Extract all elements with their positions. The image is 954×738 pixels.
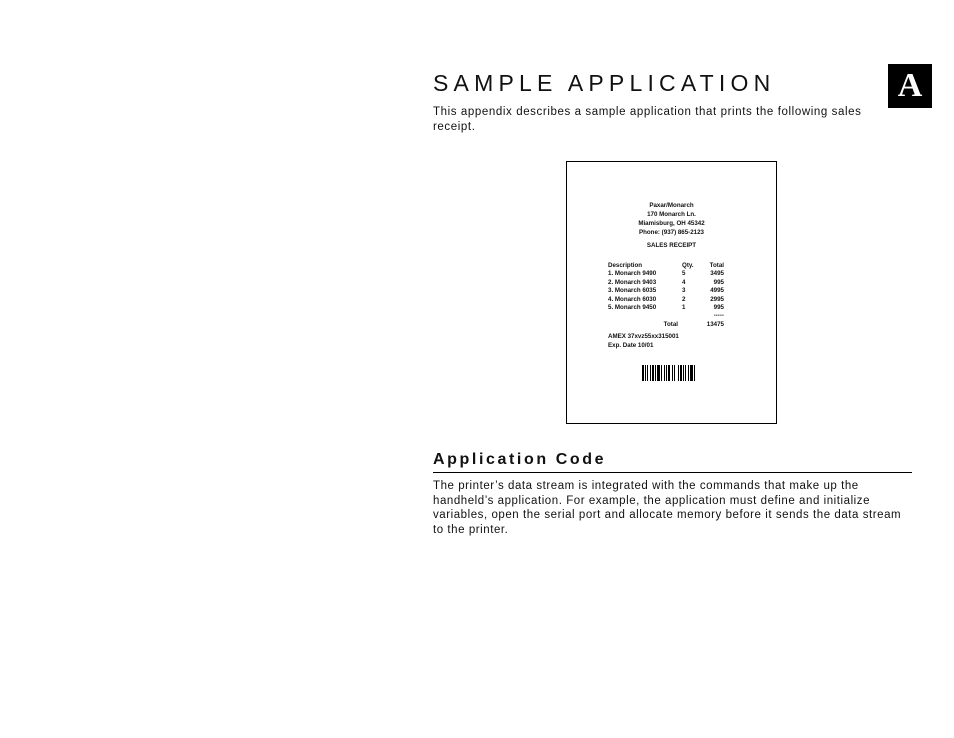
barcode-bar (695, 365, 697, 381)
sales-receipt-figure (566, 161, 777, 424)
item-qty: 4 (682, 278, 686, 286)
col-qty: Qty. (682, 262, 694, 269)
receipt-separator: ----- (713, 312, 724, 319)
receipt-item-row (567, 270, 776, 279)
col-total: Total (709, 262, 724, 269)
card-expiry: Exp. Date 10/01 (608, 342, 654, 349)
item-qty: 1 (682, 304, 686, 311)
item-total: 995 (713, 278, 724, 286)
item-total: 4995 (710, 287, 724, 294)
receipt-title: SALES RECEIPT (646, 242, 697, 249)
receipt-city: Miamisburg, OH 45342 (638, 220, 705, 227)
item-description: 4. Monarch 6030 (608, 295, 657, 303)
receipt-total-row (567, 321, 776, 330)
item-description: 5. Monarch 9450 (608, 304, 657, 311)
item-qty: 2 (682, 295, 686, 303)
receipt-item-row (567, 296, 776, 305)
appendix-tab: A (888, 64, 932, 108)
receipt-company: Paxar/Monarch (649, 202, 694, 209)
barcode (642, 365, 702, 381)
receipt-phone: Phone: (937) 865-2123 (639, 229, 704, 236)
receipt-items (567, 270, 776, 313)
total-label: Total (663, 321, 678, 328)
section-divider (433, 472, 912, 473)
page-title: SAMPLE APPLICATION (433, 70, 776, 96)
receipt-item-row (567, 279, 776, 288)
item-description: 2. Monarch 9403 (608, 278, 657, 286)
receipt-item-row (567, 287, 776, 296)
receipt-card-info (608, 333, 679, 351)
item-description: 1. Monarch 9490 (608, 270, 657, 277)
item-total: 2995 (710, 295, 724, 303)
receipt-item-row (567, 304, 776, 313)
intro-paragraph: This appendix describes a sample application that prints the following sales receipt. (433, 106, 862, 133)
card-number: AMEX 37xvz55xx315001 (608, 333, 679, 340)
section-body: The printer’s data stream is integrated with the commands that make up the handheld’s application. For example, the application must define and initialize variables, open the serial port and allocate memory before it sends the data stream to the printer. (433, 480, 902, 536)
receipt-header (567, 202, 776, 238)
item-total: 995 (713, 304, 724, 311)
total-value: 13475 (706, 321, 724, 328)
receipt-street: 170 Monarch Ln. (647, 211, 696, 218)
item-qty: 3 (682, 287, 686, 294)
item-total: 3495 (710, 270, 724, 277)
section-heading: Application Code (433, 451, 607, 468)
col-description: Description (608, 262, 643, 269)
item-qty: 5 (682, 270, 686, 277)
item-description: 3. Monarch 6035 (608, 287, 657, 294)
